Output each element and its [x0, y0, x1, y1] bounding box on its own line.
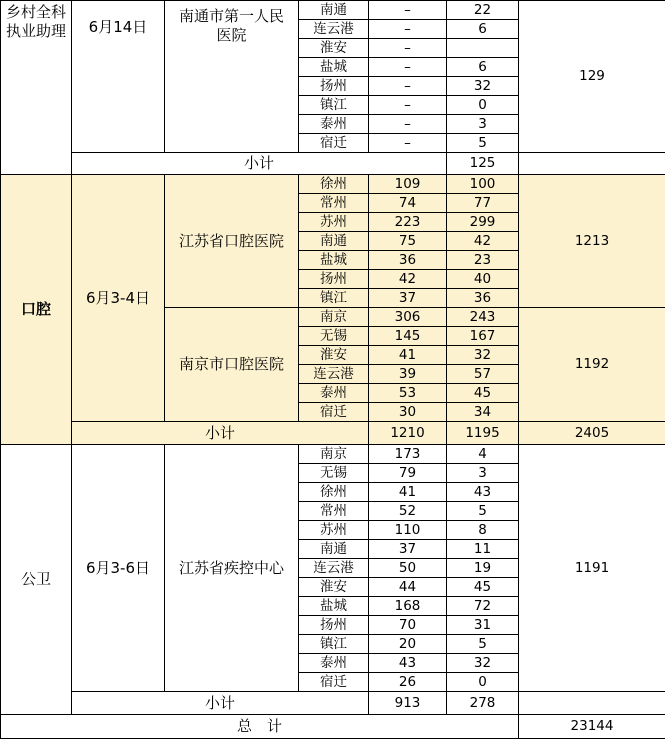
value-cell: 79 — [369, 464, 447, 483]
value-cell: – — [369, 39, 447, 58]
subtotal-label: 小计 — [72, 422, 369, 445]
city-cell: 苏州 — [299, 521, 369, 540]
value-cell: 3 — [447, 464, 519, 483]
city-cell: 南通 — [299, 1, 369, 20]
value-cell: 77 — [447, 194, 519, 213]
subtotal-b: 278 — [447, 692, 519, 715]
city-cell: 盐城 — [299, 597, 369, 616]
city-cell: 扬州 — [299, 616, 369, 635]
value-cell: 20 — [369, 635, 447, 654]
date-cell: 6月14日 — [72, 1, 165, 153]
table-row — [1, 692, 665, 715]
value-cell: 72 — [447, 597, 519, 616]
value-cell: 23 — [447, 251, 519, 270]
value-cell: 6 — [447, 20, 519, 39]
city-cell: 扬州 — [299, 77, 369, 96]
value-cell: 109 — [369, 175, 447, 194]
value-cell: 45 — [447, 384, 519, 403]
value-cell: 223 — [369, 213, 447, 232]
subtotal-total: 2405 — [519, 422, 665, 445]
hospital-cell: 南京市口腔医院 — [165, 308, 299, 422]
hospital-cell: 江苏省疾控中心 — [165, 445, 299, 692]
value-cell: 100 — [447, 175, 519, 194]
value-cell: 37 — [369, 540, 447, 559]
grand-total-value: 23144 — [519, 715, 665, 739]
value-cell: 0 — [447, 673, 519, 692]
grand-total-label: 总 计 — [1, 715, 519, 739]
value-cell: 42 — [447, 232, 519, 251]
city-cell: 镇江 — [299, 289, 369, 308]
city-cell: 苏州 — [299, 213, 369, 232]
value-cell: – — [369, 96, 447, 115]
value-cell: 5 — [447, 502, 519, 521]
value-cell: 52 — [369, 502, 447, 521]
value-cell: 70 — [369, 616, 447, 635]
value-cell: 36 — [447, 289, 519, 308]
category-cell: 公卫 — [1, 445, 72, 715]
hospital-total-cell: 129 — [519, 1, 665, 153]
value-cell: 11 — [447, 540, 519, 559]
city-cell: 泰州 — [299, 115, 369, 134]
city-cell: 无锡 — [299, 464, 369, 483]
value-cell: 32 — [447, 77, 519, 96]
subtotal-b: 1195 — [447, 422, 519, 445]
subtotal-a: 913 — [369, 692, 447, 715]
city-cell: 常州 — [299, 502, 369, 521]
value-cell: 5 — [447, 134, 519, 153]
city-cell: 淮安 — [299, 39, 369, 58]
city-cell: 宿迁 — [299, 403, 369, 422]
city-cell: 泰州 — [299, 384, 369, 403]
value-cell: 43 — [369, 654, 447, 673]
value-cell: 173 — [369, 445, 447, 464]
city-cell: 盐城 — [299, 251, 369, 270]
value-cell: 8 — [447, 521, 519, 540]
subtotal-b: 125 — [447, 153, 519, 175]
table-row — [1, 1, 665, 20]
value-cell: 42 — [369, 270, 447, 289]
value-cell — [447, 39, 519, 58]
city-cell: 镇江 — [299, 96, 369, 115]
category-cell: 乡村全科执业助理 — [1, 1, 72, 175]
city-cell: 宿迁 — [299, 134, 369, 153]
value-cell: 40 — [447, 270, 519, 289]
value-cell: 168 — [369, 597, 447, 616]
value-cell: 36 — [369, 251, 447, 270]
value-cell: 50 — [369, 559, 447, 578]
value-cell: 34 — [447, 403, 519, 422]
value-cell: – — [369, 77, 447, 96]
city-cell: 盐城 — [299, 58, 369, 77]
table-row — [1, 715, 665, 739]
city-cell: 泰州 — [299, 654, 369, 673]
value-cell: 167 — [447, 327, 519, 346]
city-cell: 南通 — [299, 540, 369, 559]
table-row — [1, 422, 665, 445]
subtotal-a: 1210 — [369, 422, 447, 445]
city-cell: 淮安 — [299, 578, 369, 597]
value-cell: 299 — [447, 213, 519, 232]
city-cell: 连云港 — [299, 20, 369, 39]
city-cell: 淮安 — [299, 346, 369, 365]
city-cell: 常州 — [299, 194, 369, 213]
value-cell: 31 — [447, 616, 519, 635]
value-cell: 5 — [447, 635, 519, 654]
city-cell: 宿迁 — [299, 673, 369, 692]
value-cell: 4 — [447, 445, 519, 464]
value-cell: 41 — [369, 346, 447, 365]
value-cell: 44 — [369, 578, 447, 597]
value-cell: 39 — [369, 365, 447, 384]
value-cell: – — [369, 58, 447, 77]
value-cell: 145 — [369, 327, 447, 346]
value-cell: 37 — [369, 289, 447, 308]
city-cell: 连云港 — [299, 365, 369, 384]
value-cell: 110 — [369, 521, 447, 540]
subtotal-total — [519, 153, 665, 175]
value-cell: 32 — [447, 346, 519, 365]
table-row — [1, 153, 665, 175]
value-cell: 306 — [369, 308, 447, 327]
value-cell: 32 — [447, 654, 519, 673]
value-cell: 243 — [447, 308, 519, 327]
city-cell: 镇江 — [299, 635, 369, 654]
value-cell: 43 — [447, 483, 519, 502]
hospital-cell: 南通市第一人民医院 — [165, 1, 299, 153]
date-cell: 6月3-6日 — [72, 445, 165, 692]
hospital-cell: 江苏省口腔医院 — [165, 175, 299, 308]
table-row — [1, 445, 665, 464]
value-cell: 22 — [447, 1, 519, 20]
city-cell: 徐州 — [299, 483, 369, 502]
value-cell: 0 — [447, 96, 519, 115]
city-cell: 无锡 — [299, 327, 369, 346]
value-cell: 45 — [447, 578, 519, 597]
city-cell: 南通 — [299, 232, 369, 251]
subtotal-label: 小计 — [72, 153, 447, 175]
value-cell: 57 — [447, 365, 519, 384]
subtotal-label: 小计 — [72, 692, 369, 715]
city-cell: 南京 — [299, 308, 369, 327]
value-cell: – — [369, 20, 447, 39]
value-cell: 41 — [369, 483, 447, 502]
value-cell: – — [369, 115, 447, 134]
value-cell: – — [369, 134, 447, 153]
subtotal-total — [519, 692, 665, 715]
value-cell: 6 — [447, 58, 519, 77]
hospital-total-cell: 1192 — [519, 308, 665, 422]
value-cell: 30 — [369, 403, 447, 422]
hospital-total-cell: 1213 — [519, 175, 665, 308]
category-cell: 口腔 — [1, 175, 72, 445]
date-cell: 6月3-4日 — [72, 175, 165, 422]
city-cell: 连云港 — [299, 559, 369, 578]
city-cell: 徐州 — [299, 175, 369, 194]
table-row — [1, 175, 665, 194]
hospital-total-cell: 1191 — [519, 445, 665, 692]
value-cell: 53 — [369, 384, 447, 403]
value-cell: 3 — [447, 115, 519, 134]
value-cell: 75 — [369, 232, 447, 251]
city-cell: 南京 — [299, 445, 369, 464]
value-cell: 26 — [369, 673, 447, 692]
value-cell: – — [369, 1, 447, 20]
value-cell: 74 — [369, 194, 447, 213]
value-cell: 19 — [447, 559, 519, 578]
city-cell: 扬州 — [299, 270, 369, 289]
